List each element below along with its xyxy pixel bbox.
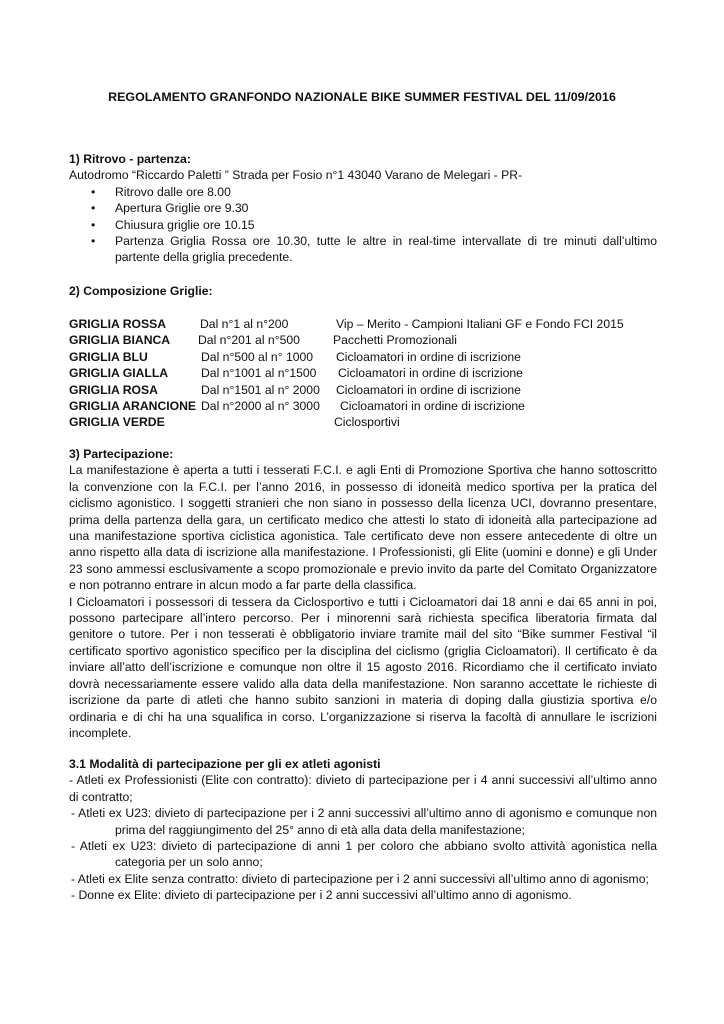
list-item: - Atleti ex Professionisti (Elite con contratto): divieto di partecipazione per i 4 anni successivi all’ultimo anno di contratto; (69, 773, 657, 804)
table-row (69, 316, 669, 332)
grid-name: GRIGLIA ARANCIONE (69, 398, 197, 413)
document-title: REGOLAMENTO GRANFONDO NAZIONALE BIKE SUMMER FESTIVAL DEL 11/09/2016 (108, 90, 616, 104)
bullet-icon: • (91, 184, 96, 199)
grids-table (69, 316, 669, 431)
list-item: - Donne ex Elite: divieto di partecipazione per i 2 anni successivi all’ultimo anno di agonismo. (71, 888, 572, 903)
table-row (69, 382, 669, 398)
table-row (69, 349, 669, 365)
grid-name: GRIGLIA BLU (69, 349, 148, 364)
grid-description: Cicloamatori in ordine di iscrizione (340, 398, 525, 413)
table-row (69, 365, 669, 381)
section-heading: 1) Ritrovo - partenza: (69, 152, 191, 166)
table-row (69, 414, 669, 430)
table-row (69, 332, 669, 348)
grid-range: Dal n°500 al n° 1000 (201, 349, 314, 364)
grid-name: GRIGLIA ROSA (69, 382, 158, 397)
address-line: Autodromo “Riccardo Paletti ” Strada per Fosio n°1 43040 Varano de Melegari - PR- (69, 168, 523, 183)
grid-range: Dal n°1501 al n° 2000 (201, 382, 320, 397)
bullet-icon: • (91, 217, 96, 232)
list-item: • Chiusura griglie ore 10.15 (91, 217, 255, 232)
list-item: - Atleti ex Elite senza contratto: divieto di partecipazione per i 2 anni successivi all’ultimo anno di agonismo; (71, 871, 649, 886)
section-heading: 3.1 Modalità di partecipazione per gli ex atleti agonisti (69, 757, 381, 771)
paragraph: La manifestazione è aperta a tutti i tesserati F.C.I. e agli Enti di Promozione Sportiva che hanno sottoscritto la convenzione con la F.C.I. per l’anno 2016, in possesso di idoneità medico sportiva per la pratica del ciclismo agonistico. I soggetti stranieri che non siano in possesso della licenza UCI, dovranno presentare, prima della partenza della gara, un certificato medico che attesti lo stato di idoneità alla partecipazione ad una manifestazione sportiva ciclistica agonistica. Tale certificato deve non essere antecedente di oltre un anno rispetto alla data di iscrizione alla manifestazione. I Professionisti, gli Elite (uomini e donne) e gli Under 23 sono ammessi esclusivamente a scopo promozionale e previo invito da parte del Comitato Organizzatore e non potranno entrare in alcun modo a far parte della classifica. (69, 463, 657, 593)
grid-range: Dal n°201 al n°500 (198, 333, 300, 348)
grid-description: Vip – Merito - Campioni Italiani GF e Fondo FCI 2015 (336, 317, 624, 331)
list-item: - Atleti ex U23: divieto di partecipazione per i 2 anni successivi all’ultimo anno di agonismo e comunque non prima del raggiungimento del 25° anno di età alla data della manifestazione; (71, 806, 657, 837)
grid-description: Ciclosportivi (334, 415, 400, 430)
grid-description: Cicloamatori in ordine di iscrizione (336, 382, 521, 397)
grid-description: Cicloamatori in ordine di iscrizione (336, 349, 521, 364)
grid-name: GRIGLIA ROSSA (69, 317, 167, 331)
section-heading: 3) Partecipazione: (69, 447, 174, 461)
bullet-icon: • (91, 201, 96, 216)
section-partecipazione (69, 446, 657, 741)
list-item: - Atleti ex U23: divieto di partecipazione di anni 1 per coloro che abbiano svolto attività agonistica nella categoria per un solo anno; (71, 839, 657, 870)
list-item: • Partenza Griglia Rossa ore 10.30, tutte le altre in real-time intervallate di tre minuti dall’ultimo partente della griglia precedente. (91, 234, 657, 265)
section-ritrovo (69, 151, 657, 266)
section-griglie (69, 283, 657, 299)
list-item: • Ritrovo dalle ore 8.00 (91, 184, 231, 199)
schedule-list (69, 184, 657, 266)
grid-description: Cicloamatori in ordine di iscrizione (338, 366, 523, 381)
section-ex-atleti (69, 756, 657, 904)
grid-name: GRIGLIA VERDE (69, 415, 165, 430)
list-item: • Apertura Griglie ore 9.30 (91, 201, 249, 216)
paragraph: I Cicloamatori i possessori di tessera da Ciclosportivo e tutti i Cicloamatori dai 18 anni e dai 65 anni in poi, possono partecipare all’intero percorso. Per i minorenni sarà richiesta specifica liberatoria firmata dal genitore o tutore. Per i non tesserati è obbligatorio inviare tramite mail del sito “Bike summer Festival “il certificato sportivo agonistico specifico per la disciplina del ciclismo (griglia Cicloamatori). Il certificato è da inviare all’atto dell’iscrizione e comunque non oltre il 15 agosto 2016. Ricordiamo che il certificato inviato dovrà necessariamente essere valido alla data della manifestazione. Non saranno accettate le richieste di iscrizione da parte di atleti che hanno subito sanzioni in materia di doping dalla giustizia sportiva e/o ordinaria e di chi ha una squalifica in corso. L’organizzazione si riserva la facoltà di annullare le iscrizioni incomplete. (69, 594, 657, 740)
table-row (69, 398, 669, 414)
grid-description: Pacchetti Promozionali (333, 333, 457, 348)
grid-range: Dal n°1 al n°200 (200, 317, 289, 331)
section-heading: 2) Composizione Griglie: (69, 284, 213, 298)
grid-range: Dal n°2000 al n° 3000 (201, 398, 320, 413)
grid-name: GRIGLIA GIALLA (69, 366, 169, 381)
grid-range: Dal n°1001 al n°1500 (201, 366, 317, 381)
bullet-icon: • (91, 234, 96, 249)
grid-name: GRIGLIA BIANCA (69, 333, 171, 348)
